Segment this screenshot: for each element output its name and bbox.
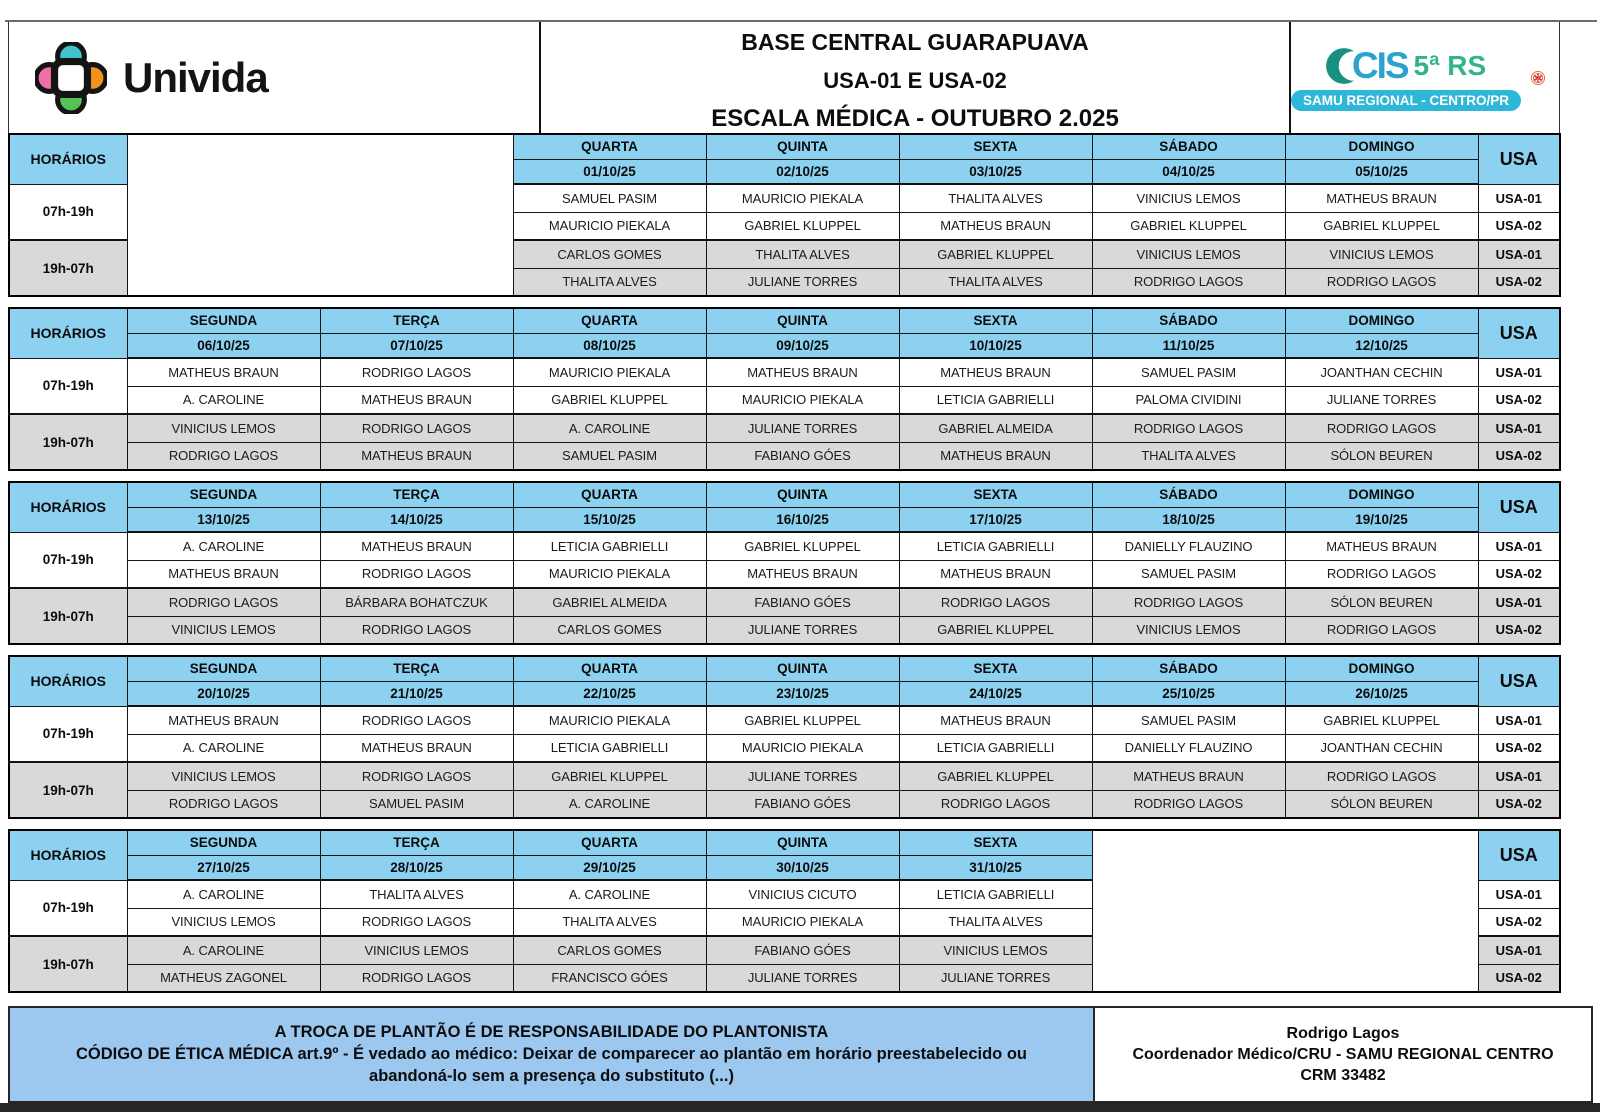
name-cell: SAMUEL PASIM [1092,706,1285,734]
week-header-row [9,830,1560,855]
week-table-2 [8,307,1561,471]
schedule-row [9,386,1560,414]
name-cell: MATHEUS BRAUN [127,560,320,588]
week-date-row [9,507,1560,532]
name-cell: RODRIGO LAGOS [320,616,513,644]
shift-label: 19h-07h [9,240,127,296]
date-header: 26/10/25 [1285,681,1478,706]
name-cell: RODRIGO LAGOS [899,790,1092,818]
name-cell: LETICIA GABRIELLI [513,532,706,560]
name-cell: MATHEUS BRAUN [320,386,513,414]
shift-label: 07h-19h [9,358,127,414]
name-cell: THALITA ALVES [513,908,706,936]
page-title: BASE CENTRAL GUARAPUAVA [741,29,1089,55]
shift-label: 19h-07h [9,414,127,470]
name-cell: MATHEUS BRAUN [1092,762,1285,790]
name-cell: JOANTHAN CECHIN [1285,358,1478,386]
date-header: 12/10/25 [1285,333,1478,358]
name-cell: FABIANO GÓES [706,790,899,818]
name-cell: THALITA ALVES [320,880,513,908]
horarios-header: HORÁRIOS [9,482,127,532]
name-cell: GABRIEL KLUPPEL [1092,212,1285,240]
name-cell: RODRIGO LAGOS [1285,762,1478,790]
name-cell: VINICIUS LEMOS [1092,240,1285,268]
date-header: 10/10/25 [899,333,1092,358]
brand-area [9,22,541,133]
schedule-row [9,442,1560,470]
date-header: 18/10/25 [1092,507,1285,532]
usa-cell: USA-01 [1478,240,1560,268]
day-header: QUINTA [706,134,899,159]
schedule-row [9,560,1560,588]
name-cell: GABRIEL ALMEIDA [899,414,1092,442]
name-cell: GABRIEL KLUPPEL [706,706,899,734]
date-header: 19/10/25 [1285,507,1478,532]
name-cell: VINICIUS LEMOS [127,908,320,936]
name-cell: THALITA ALVES [1092,442,1285,470]
name-cell: MATHEUS BRAUN [706,560,899,588]
week-table-1 [8,133,1561,297]
date-header: 13/10/25 [127,507,320,532]
horarios-header: HORÁRIOS [9,830,127,880]
name-cell: PALOMA CIVIDINI [1092,386,1285,414]
name-cell: RODRIGO LAGOS [1285,616,1478,644]
day-header: QUINTA [706,308,899,333]
name-cell: JULIANE TORRES [706,268,899,296]
name-cell: RODRIGO LAGOS [127,442,320,470]
usa-cell: USA-02 [1478,442,1560,470]
usa-column-header: USA [1478,830,1560,880]
date-header: 29/10/25 [513,855,706,880]
day-header: SEXTA [899,830,1092,855]
usa-cell: USA-02 [1478,964,1560,992]
day-header: QUARTA [513,656,706,681]
name-cell: RODRIGO LAGOS [1285,268,1478,296]
univida-logo-icon [35,42,107,114]
day-header: QUARTA [513,134,706,159]
day-header: SEXTA [899,482,1092,507]
schedule-row [9,616,1560,644]
name-cell: RODRIGO LAGOS [127,790,320,818]
name-cell: THALITA ALVES [899,184,1092,212]
name-cell: FABIANO GÓES [706,936,899,964]
usa-cell: USA-02 [1478,790,1560,818]
name-cell: GABRIEL KLUPPEL [899,616,1092,644]
name-cell: DANIELLY FLAUZINO [1092,734,1285,762]
usa-cell: USA-01 [1478,936,1560,964]
date-header: 15/10/25 [513,507,706,532]
weeks-container [0,133,1561,1003]
usa-column-header: USA [1478,482,1560,532]
schedule-row [9,706,1560,734]
notice-line-1: A TROCA DE PLANTÃO É DE RESPONSABILIDADE DO PLANTONISTA [274,1023,829,1041]
name-cell: RODRIGO LAGOS [1285,560,1478,588]
day-header: SEXTA [899,308,1092,333]
week-date-row [9,681,1560,706]
usa-cell: USA-01 [1478,414,1560,442]
name-cell: GABRIEL KLUPPEL [513,762,706,790]
date-header: 23/10/25 [706,681,899,706]
name-cell: A. CAROLINE [127,532,320,560]
name-cell: MATHEUS BRAUN [899,358,1092,386]
date-header: 30/10/25 [706,855,899,880]
samu-banner: SAMU REGIONAL - CENTRO/PR [1291,90,1521,111]
name-cell: JULIANE TORRES [899,964,1092,992]
day-header: SEGUNDA [127,482,320,507]
day-header: SÁBADO [1092,134,1285,159]
schedule-row [9,734,1560,762]
usa-cell: USA-02 [1478,212,1560,240]
name-cell: MATHEUS BRAUN [320,532,513,560]
week-table-5 [8,829,1561,993]
day-header: SEXTA [899,656,1092,681]
week-table-4 [8,655,1561,819]
name-cell: LETICIA GABRIELLI [899,880,1092,908]
day-header: QUINTA [706,482,899,507]
name-cell: MATHEUS BRAUN [1285,184,1478,212]
date-header: 16/10/25 [706,507,899,532]
shift-label: 19h-07h [9,936,127,992]
name-cell: VINICIUS LEMOS [127,616,320,644]
date-header: 01/10/25 [513,159,706,184]
name-cell: THALITA ALVES [706,240,899,268]
usa-cell: USA-02 [1478,908,1560,936]
day-header: DOMINGO [1285,482,1478,507]
day-header: SEGUNDA [127,656,320,681]
name-cell: GABRIEL KLUPPEL [706,532,899,560]
usa-cell: USA-02 [1478,616,1560,644]
name-cell: MATHEUS BRAUN [127,358,320,386]
samu-star-icon [1531,45,1545,111]
name-cell: RODRIGO LAGOS [320,908,513,936]
date-header: 05/10/25 [1285,159,1478,184]
day-header: SEGUNDA [127,308,320,333]
cis-region: 5ª RS [1413,49,1487,81]
name-cell: FABIANO GÓES [706,588,899,616]
name-cell: RODRIGO LAGOS [320,762,513,790]
name-cell: A. CAROLINE [513,880,706,908]
name-cell: LETICIA GABRIELLI [899,386,1092,414]
usa-cell: USA-01 [1478,762,1560,790]
usa-column-header: USA [1478,308,1560,358]
name-cell: VINICIUS LEMOS [127,414,320,442]
name-cell: DANIELLY FLAUZINO [1092,532,1285,560]
day-header: SÁBADO [1092,482,1285,507]
date-header: 22/10/25 [513,681,706,706]
date-header: 31/10/25 [899,855,1092,880]
name-cell: VINICIUS LEMOS [127,762,320,790]
shift-label: 07h-19h [9,532,127,588]
logos-area [1291,22,1559,133]
shift-label: 07h-19h [9,880,127,936]
name-cell: JULIANE TORRES [1285,386,1478,414]
name-cell: RODRIGO LAGOS [320,358,513,386]
empty-days-cell [127,134,513,296]
date-header: 06/10/25 [127,333,320,358]
week-header-row [9,308,1560,333]
usa-cell: USA-01 [1478,880,1560,908]
name-cell: CARLOS GOMES [513,240,706,268]
schedule-row [9,588,1560,616]
date-header: 09/10/25 [706,333,899,358]
day-header: QUARTA [513,308,706,333]
brand-name: Univida [123,53,268,101]
schedule-row [9,532,1560,560]
day-header: DOMINGO [1285,134,1478,159]
day-header: SÁBADO [1092,656,1285,681]
date-header: 21/10/25 [320,681,513,706]
page-subtitle: USA-01 E USA-02 [823,67,1007,93]
name-cell: FRANCISCO GÓES [513,964,706,992]
name-cell: THALITA ALVES [899,908,1092,936]
date-header: 27/10/25 [127,855,320,880]
name-cell: GABRIEL KLUPPEL [1285,212,1478,240]
usa-cell: USA-02 [1478,560,1560,588]
name-cell: MATHEUS BRAUN [899,560,1092,588]
name-cell: RODRIGO LAGOS [1092,414,1285,442]
notice-line-3: abandoná-lo sem a presença do substituto (...) [369,1067,734,1085]
name-cell: SÓLON BEUREN [1285,442,1478,470]
footer [8,1006,1593,1103]
name-cell: SAMUEL PASIM [1092,560,1285,588]
name-cell: GABRIEL KLUPPEL [1285,706,1478,734]
name-cell: SÓLON BEUREN [1285,588,1478,616]
name-cell: RODRIGO LAGOS [1092,790,1285,818]
name-cell: RODRIGO LAGOS [320,964,513,992]
name-cell: SAMUEL PASIM [513,442,706,470]
week-date-row [9,333,1560,358]
name-cell: MAURICIO PIEKALA [513,560,706,588]
name-cell: RODRIGO LAGOS [127,588,320,616]
week-header-row [9,482,1560,507]
schedule-row [9,358,1560,386]
day-header: QUARTA [513,482,706,507]
name-cell: MAURICIO PIEKALA [513,358,706,386]
name-cell: JULIANE TORRES [706,964,899,992]
shift-label: 07h-19h [9,184,127,240]
date-header: 08/10/25 [513,333,706,358]
name-cell: A. CAROLINE [513,790,706,818]
name-cell: VINICIUS LEMOS [1092,184,1285,212]
bottom-border-bar [0,1103,1600,1112]
shift-label: 19h-07h [9,762,127,818]
schedule-row [9,762,1560,790]
name-cell: LETICIA GABRIELLI [899,532,1092,560]
name-cell: LETICIA GABRIELLI [513,734,706,762]
usa-cell: USA-02 [1478,386,1560,414]
name-cell: RODRIGO LAGOS [899,588,1092,616]
date-header: 17/10/25 [899,507,1092,532]
empty-days-cell [1092,830,1478,992]
date-header: 03/10/25 [899,159,1092,184]
week-header-row [9,656,1560,681]
name-cell: JULIANE TORRES [706,616,899,644]
name-cell: MATHEUS BRAUN [320,442,513,470]
name-cell: RODRIGO LAGOS [1285,414,1478,442]
name-cell: GABRIEL KLUPPEL [899,762,1092,790]
horarios-header: HORÁRIOS [9,656,127,706]
day-header: SÁBADO [1092,308,1285,333]
usa-column-header: USA [1478,656,1560,706]
day-header: TERÇA [320,656,513,681]
week-table-3 [8,481,1561,645]
name-cell: RODRIGO LAGOS [320,560,513,588]
usa-cell: USA-01 [1478,532,1560,560]
horarios-header: HORÁRIOS [9,308,127,358]
name-cell: MATHEUS BRAUN [899,212,1092,240]
name-cell: THALITA ALVES [899,268,1092,296]
name-cell: MATHEUS BRAUN [1285,532,1478,560]
day-header: QUINTA [706,656,899,681]
day-header: TERÇA [320,482,513,507]
day-header: TERÇA [320,830,513,855]
name-cell: THALITA ALVES [513,268,706,296]
date-header: 11/10/25 [1092,333,1285,358]
usa-cell: USA-02 [1478,268,1560,296]
name-cell: RODRIGO LAGOS [1092,268,1285,296]
date-header: 20/10/25 [127,681,320,706]
day-header: QUARTA [513,830,706,855]
name-cell: MATHEUS BRAUN [320,734,513,762]
day-header: TERÇA [320,308,513,333]
name-cell: FABIANO GÓES [706,442,899,470]
name-cell: A. CAROLINE [127,936,320,964]
name-cell: SAMUEL PASIM [513,184,706,212]
date-header: 25/10/25 [1092,681,1285,706]
date-header: 04/10/25 [1092,159,1285,184]
cis-name: CIS [1351,44,1408,86]
name-cell: GABRIEL ALMEIDA [513,588,706,616]
name-cell: VINICIUS LEMOS [1285,240,1478,268]
name-cell: VINICIUS LEMOS [899,936,1092,964]
date-header: 24/10/25 [899,681,1092,706]
cis-logo [1291,45,1521,111]
name-cell: GABRIEL KLUPPEL [899,240,1092,268]
date-header: 07/10/25 [320,333,513,358]
name-cell: MAURICIO PIEKALA [706,184,899,212]
name-cell: MATHEUS BRAUN [899,442,1092,470]
name-cell: MAURICIO PIEKALA [513,706,706,734]
name-cell: A. CAROLINE [513,414,706,442]
name-cell: GABRIEL KLUPPEL [706,212,899,240]
name-cell: MAURICIO PIEKALA [706,386,899,414]
usa-cell: USA-01 [1478,588,1560,616]
name-cell: MAURICIO PIEKALA [513,212,706,240]
name-cell: VINICIUS CICUTO [706,880,899,908]
name-cell: MATHEUS BRAUN [706,358,899,386]
name-cell: MATHEUS ZAGONEL [127,964,320,992]
name-cell: SAMUEL PASIM [1092,358,1285,386]
signature-name: Rodrigo Lagos [1286,1024,1400,1042]
usa-cell: USA-02 [1478,734,1560,762]
cis-logo-row [1326,45,1486,87]
usa-cell: USA-01 [1478,358,1560,386]
horarios-header: HORÁRIOS [9,134,127,184]
name-cell: JULIANE TORRES [706,762,899,790]
signature-block [1095,1006,1593,1103]
usa-cell: USA-01 [1478,184,1560,212]
name-cell: VINICIUS LEMOS [1092,616,1285,644]
date-header: 02/10/25 [706,159,899,184]
date-header: 14/10/25 [320,507,513,532]
day-header: QUINTA [706,830,899,855]
name-cell: MAURICIO PIEKALA [706,734,899,762]
name-cell: LETICIA GABRIELLI [899,734,1092,762]
name-cell: RODRIGO LAGOS [320,414,513,442]
name-cell: JOANTHAN CECHIN [1285,734,1478,762]
day-header: DOMINGO [1285,656,1478,681]
day-header: SEXTA [899,134,1092,159]
name-cell: A. CAROLINE [127,386,320,414]
name-cell: VINICIUS LEMOS [320,936,513,964]
page-header [8,22,1560,133]
name-cell: A. CAROLINE [127,734,320,762]
schedule-row [9,414,1560,442]
shift-label: 07h-19h [9,706,127,762]
day-header: DOMINGO [1285,308,1478,333]
title-area [541,22,1291,133]
notice-line-2: CÓDIGO DE ÉTICA MÉDICA art.9º - É vedado ao médico: Deixar de comparecer ao plantão em horário preestabelecido ou [75,1045,1028,1063]
name-cell: A. CAROLINE [127,880,320,908]
day-header: SEGUNDA [127,830,320,855]
name-cell: RODRIGO LAGOS [1092,588,1285,616]
signature-crm: CRM 33482 [1300,1066,1386,1084]
name-cell: GABRIEL KLUPPEL [513,386,706,414]
duty-notice [8,1006,1095,1103]
date-header: 28/10/25 [320,855,513,880]
name-cell: SÓLON BEUREN [1285,790,1478,818]
name-cell: RODRIGO LAGOS [320,706,513,734]
name-cell: CARLOS GOMES [513,616,706,644]
schedule-title: ESCALA MÉDICA - OUTUBRO 2.025 [711,105,1119,132]
schedule-row [9,790,1560,818]
name-cell: BÁRBARA BOHATCZUK [320,588,513,616]
name-cell: MATHEUS BRAUN [127,706,320,734]
shift-label: 19h-07h [9,588,127,644]
name-cell: CARLOS GOMES [513,936,706,964]
week-header-row [9,134,1560,159]
usa-cell: USA-01 [1478,706,1560,734]
usa-column-header: USA [1478,134,1560,184]
name-cell: SAMUEL PASIM [320,790,513,818]
name-cell: JULIANE TORRES [706,414,899,442]
name-cell: MATHEUS BRAUN [899,706,1092,734]
name-cell: MAURICIO PIEKALA [706,908,899,936]
signature-role: Coordenador Médico/CRU - SAMU REGIONAL CENTRO [1132,1045,1554,1063]
